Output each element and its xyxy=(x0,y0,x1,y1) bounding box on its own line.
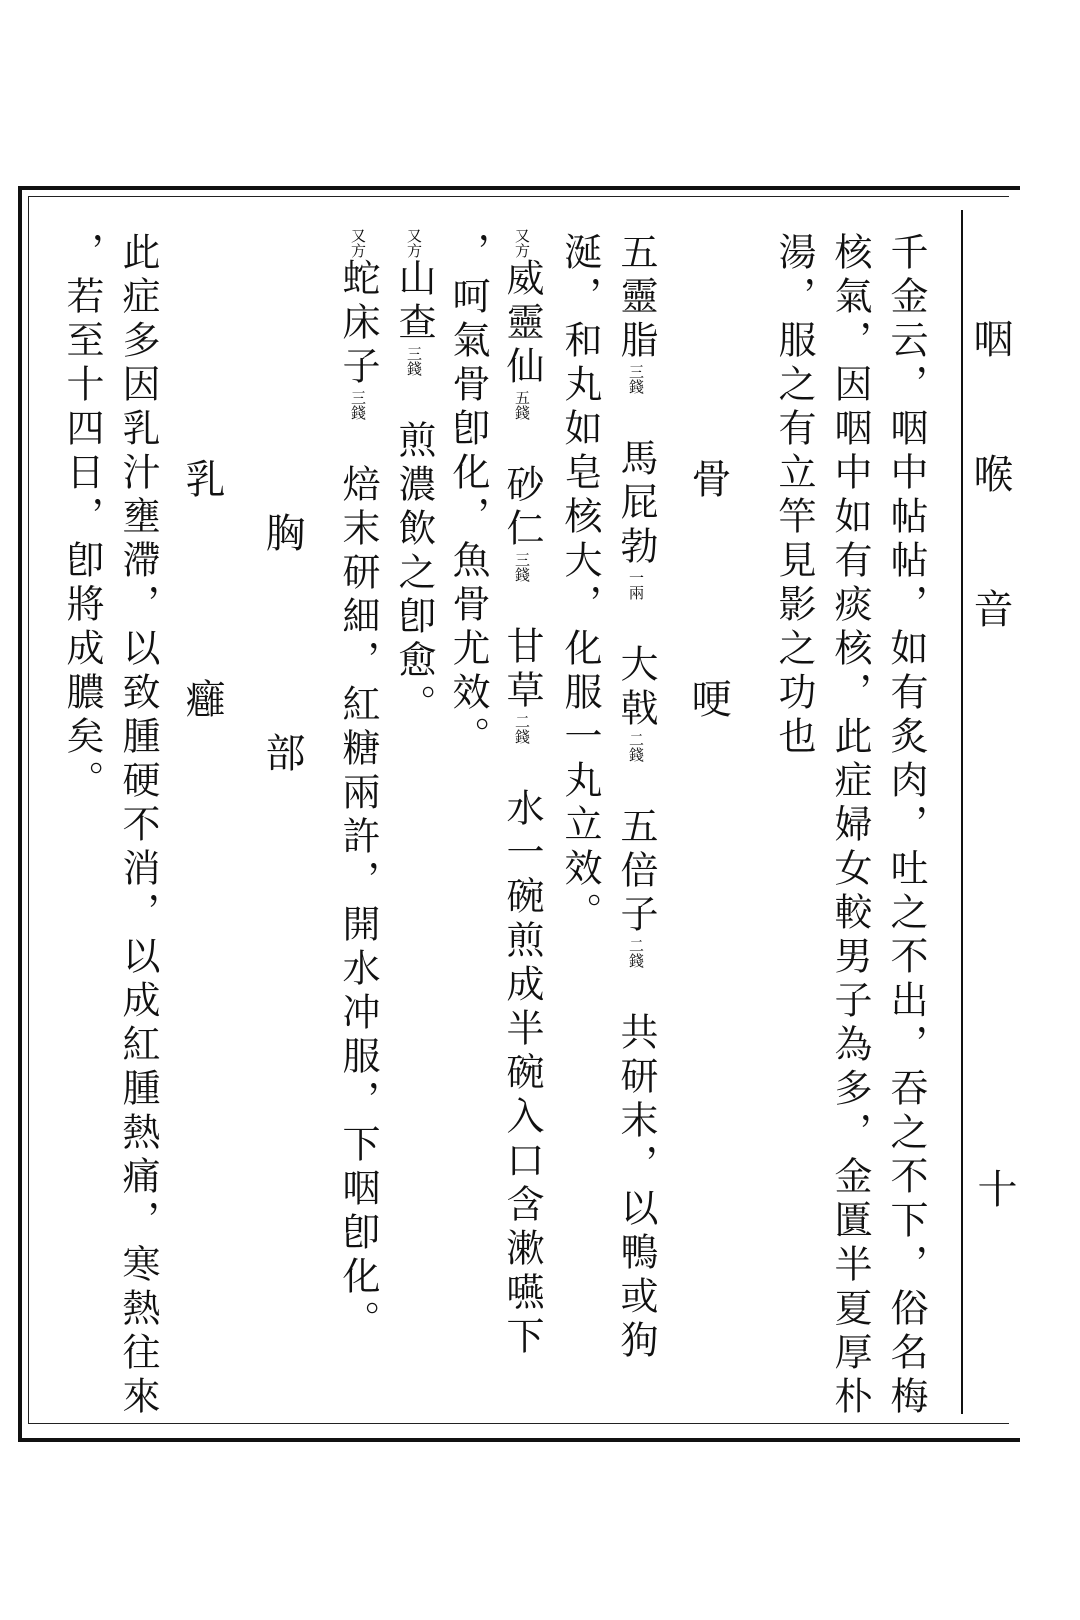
section-heading-chest: 胸部 xyxy=(259,512,305,952)
section-heading-breast-abscess: 乳癰 xyxy=(179,458,225,898)
text-column-6 xyxy=(500,228,544,1360)
herb-name: 五倍子 xyxy=(614,806,658,938)
text-column-5: 涎，和丸如皂核大，化服一丸立效。 xyxy=(558,232,602,936)
text-column-3: 湯，服之有立竿見影之功也 xyxy=(772,232,816,760)
alternate-recipe-label: 又方 xyxy=(349,228,367,258)
dosage-note: 三錢 xyxy=(513,552,531,582)
page-number: 十 xyxy=(971,1168,1017,1214)
dosage-note: 三錢 xyxy=(349,390,367,420)
instruction-text: 水一碗煎成半碗入口含漱嚥下 xyxy=(500,788,544,1360)
text-column-10: 此症多因乳汁壅滯，以致腫硬不消，以成紅腫熱痛，寒熱往來 xyxy=(116,232,160,1420)
alternate-recipe-label: 又方 xyxy=(513,228,531,258)
herb-name: 砂仁 xyxy=(500,464,544,552)
dosage-note: 二錢 xyxy=(627,938,645,968)
herb-name: 山查 xyxy=(392,258,436,346)
dosage-note: 二錢 xyxy=(513,714,531,744)
dosage-note: 三錢 xyxy=(405,346,423,376)
section-heading-gu-geng: 骨哽 xyxy=(685,458,731,898)
text-column-4 xyxy=(614,232,658,1364)
text-column-2: 核氣，因咽中如有痰核，此症婦女較男子為多，金匱半夏厚朴 xyxy=(828,232,872,1420)
text-column-1: 千金云，咽中帖帖，如有炙肉，吐之不出，吞之不下，俗名梅 xyxy=(884,232,928,1420)
dosage-note: 五錢 xyxy=(513,390,531,420)
herb-name: 馬屁勃 xyxy=(614,438,658,570)
text-column-8 xyxy=(392,228,436,728)
instruction-text: 煎濃飲之卽愈。 xyxy=(392,420,436,728)
herb-name: 蛇床子 xyxy=(336,258,380,390)
dosage-note: 一兩 xyxy=(627,570,645,600)
text-column-9 xyxy=(336,228,380,1344)
alternate-recipe-label: 又方 xyxy=(405,228,423,258)
text-column-11: ，若至十四日，卽將成膿矣。 xyxy=(60,232,104,804)
dosage-note: 三錢 xyxy=(627,364,645,394)
text-column-7: ，呵氣骨卽化，魚骨尤效。 xyxy=(446,232,490,760)
instruction-text: 焙末研細，紅糖兩許，開水冲服，下咽卽化。 xyxy=(336,464,380,1344)
instruction-text: 共研末，以鴨或狗 xyxy=(614,1012,658,1364)
herb-name: 大戟 xyxy=(614,644,658,732)
dosage-note: 二錢 xyxy=(627,732,645,762)
herb-name: 威靈仙 xyxy=(500,258,544,390)
herb-name: 甘草 xyxy=(500,626,544,714)
header-divider xyxy=(961,210,963,1414)
page-title: 咽喉音 xyxy=(967,318,1013,723)
herb-name: 五靈脂 xyxy=(614,232,658,364)
